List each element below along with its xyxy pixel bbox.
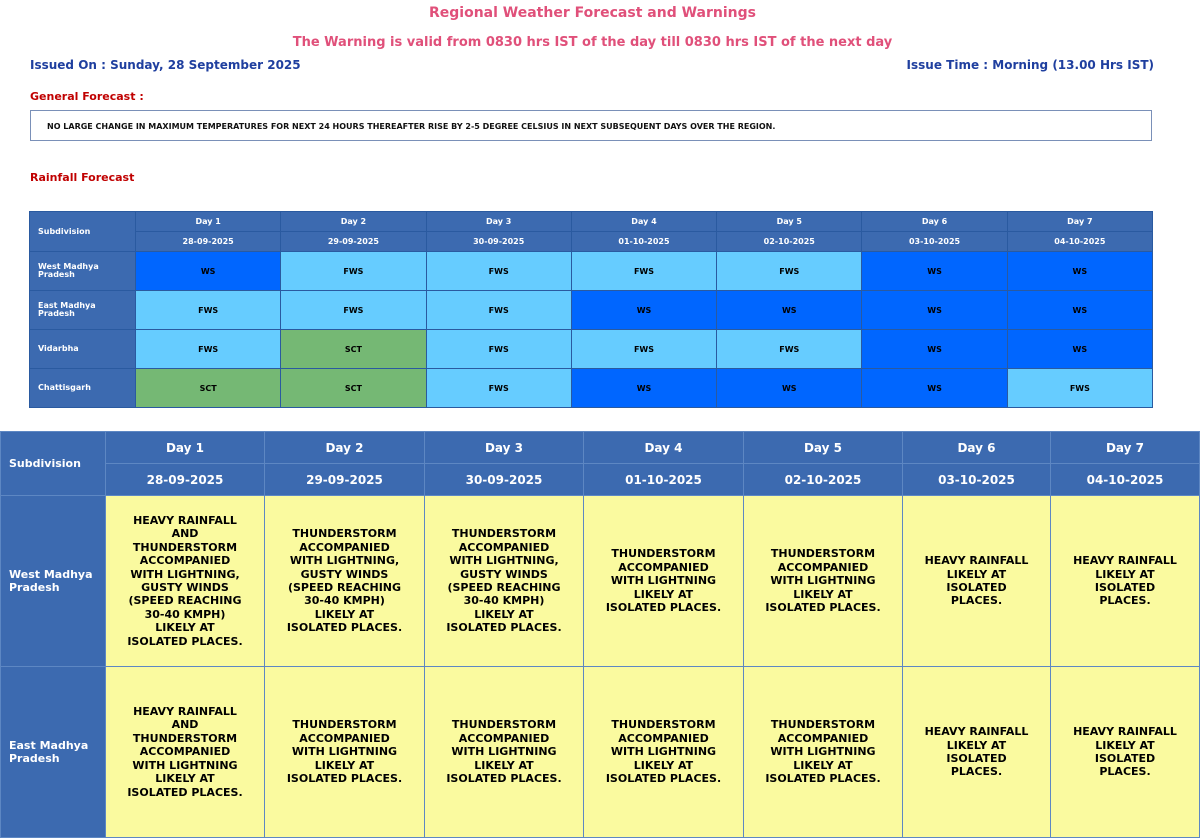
rainfall-cell: FWS	[717, 330, 862, 369]
warning-text-line: WITH LIGHTNING	[610, 745, 717, 759]
warning-text-line: LIKELY AT	[474, 607, 534, 621]
warning-text-line: ISOLATED PLACES.	[605, 601, 722, 615]
warning-text-line: THUNDERSTORM	[132, 731, 238, 745]
rainfall-day-label: Day 4	[571, 212, 716, 232]
warning-text-line: ISOLATED PLACES.	[446, 772, 562, 786]
warning-text-line: LIKELY AT	[793, 587, 853, 601]
warning-subdivision-name: East Madhya Pradesh	[1, 667, 106, 838]
warnings-subdivision-header: Subdivision	[1, 432, 106, 496]
rainfall-row	[30, 252, 1153, 291]
warning-text-line: LIKELY AT	[155, 772, 215, 786]
rainfall-day-date: 04-10-2025	[1007, 232, 1152, 252]
rainfall-row	[30, 330, 1153, 369]
warning-text-line: HEAVY RAINFALL	[924, 725, 1029, 739]
warning-text-line: ISOLATED	[1094, 752, 1156, 765]
warnings-table	[0, 431, 1200, 838]
rainfall-day-label: Day 7	[1007, 212, 1152, 232]
warning-text-line: ISOLATED	[946, 581, 1007, 594]
warning-text-line: GUSTY WINDS	[460, 567, 548, 581]
warning-text-line: ISOLATED	[946, 752, 1007, 765]
warning-text-line: 30-40 KMPH)	[144, 607, 226, 621]
rainfall-cell: WS	[571, 369, 716, 408]
warning-cell	[584, 667, 744, 838]
rainfall-table	[29, 211, 1153, 408]
rainfall-cell: FWS	[426, 252, 571, 291]
warning-text-line: LIKELY AT	[633, 587, 694, 601]
rainfall-forecast-label: Rainfall Forecast	[30, 171, 135, 184]
warning-text-line: GUSTY WINDS	[141, 581, 229, 594]
warning-row	[1, 496, 1200, 667]
warning-text-line: WITH LIGHTNING,	[449, 554, 559, 568]
warning-text-line: THUNDERSTORM	[451, 718, 557, 732]
issued-on: Issued On : Sunday, 28 September 2025	[30, 58, 301, 72]
warning-text-line: LIKELY AT	[155, 621, 215, 635]
warning-text-line: WITH LIGHTNING	[610, 574, 717, 588]
warning-text-line: LIKELY AT	[314, 607, 375, 621]
warning-text-line: ACCOMPANIED	[618, 731, 709, 745]
rainfall-row	[30, 369, 1153, 408]
rainfall-cell: FWS	[571, 330, 716, 369]
warning-text-line: 30-40 KMPH)	[304, 594, 385, 608]
rainfall-cell: FWS	[426, 291, 571, 330]
warning-text-line: ACCOMPANIED	[458, 731, 550, 745]
warning-text-line: THUNDERSTORM	[451, 527, 557, 541]
warnings-day-label: Day 1	[106, 432, 265, 464]
rainfall-cell: SCT	[281, 330, 426, 369]
rainfall-cell: FWS	[426, 330, 571, 369]
rainfall-day-date: 28-09-2025	[136, 232, 281, 252]
warnings-day-date: 01-10-2025	[584, 464, 744, 496]
warning-text-line: HEAVY RAINFALL	[133, 705, 237, 719]
warning-cell	[265, 496, 425, 667]
warning-text-line: WITH LIGHTNING	[132, 758, 238, 772]
warning-text-line: GUSTY WINDS	[300, 567, 389, 581]
warning-text-line: THUNDERSTORM	[770, 547, 876, 561]
warning-text-line: THUNDERSTORM	[292, 718, 397, 732]
warning-cell	[106, 667, 265, 838]
warning-text-line: LIKELY AT	[1095, 738, 1155, 752]
warning-text-line: THUNDERSTORM	[611, 547, 716, 561]
warning-text-line: LIKELY AT	[633, 758, 694, 772]
rainfall-cell: FWS	[136, 291, 281, 330]
warning-text-line: ACCOMPANIED	[299, 731, 390, 745]
rainfall-cell: WS	[136, 252, 281, 291]
rainfall-day-label: Day 2	[281, 212, 426, 232]
rainfall-subdivision-name: West Madhya Pradesh	[30, 252, 136, 291]
warning-text-line: ISOLATED PLACES.	[765, 772, 881, 786]
warning-text-line: AND	[171, 527, 199, 541]
warning-text-line: PLACES.	[1099, 594, 1151, 608]
warning-cell	[584, 496, 744, 667]
rainfall-day-label: Day 3	[426, 212, 571, 232]
rainfall-cell: WS	[717, 291, 862, 330]
warning-text-line: WITH LIGHTNING	[451, 745, 557, 759]
rainfall-cell: SCT	[136, 369, 281, 408]
warning-text-line: HEAVY RAINFALL	[1073, 725, 1177, 739]
warning-cell	[903, 496, 1051, 667]
warning-cell	[425, 496, 584, 667]
warning-text-line: ISOLATED PLACES.	[127, 634, 243, 648]
rainfall-day-date: 30-09-2025	[426, 232, 571, 252]
warning-text-line: ISOLATED PLACES.	[286, 621, 403, 635]
warning-text-line: 30-40 KMPH)	[463, 594, 545, 608]
warnings-day-label: Day 3	[425, 432, 584, 464]
warning-text-line: PLACES.	[950, 765, 1003, 779]
rainfall-cell: WS	[1007, 291, 1152, 330]
warning-text-line: WITH LIGHTNING	[291, 745, 398, 759]
rainfall-cell: WS	[1007, 330, 1152, 369]
rainfall-cell: WS	[862, 252, 1007, 291]
warnings-day-date: 04-10-2025	[1051, 464, 1200, 496]
rainfall-day-date: 02-10-2025	[717, 232, 862, 252]
warning-text-line: ACCOMPANIED	[458, 540, 550, 554]
warning-subdivision-name: West Madhya Pradesh	[1, 496, 106, 667]
warning-cell	[425, 667, 584, 838]
warning-text-line: THUNDERSTORM	[611, 718, 716, 732]
rainfall-cell: WS	[1007, 252, 1152, 291]
rainfall-cell: FWS	[281, 291, 426, 330]
warning-text-line: THUNDERSTORM	[770, 718, 876, 732]
warning-text-line: ACCOMPANIED	[139, 745, 231, 759]
warning-text-line: LIKELY AT	[1095, 567, 1155, 581]
warnings-day-date: 30-09-2025	[425, 464, 584, 496]
warning-text-line: ACCOMPANIED	[299, 540, 390, 554]
warning-text-line: ISOLATED PLACES.	[446, 621, 562, 635]
warnings-day-label: Day 7	[1051, 432, 1200, 464]
rainfall-day-date: 29-09-2025	[281, 232, 426, 252]
warning-text-line: WITH LIGHTNING	[770, 745, 876, 759]
rainfall-cell: FWS	[571, 252, 716, 291]
warning-text-line: LIKELY AT	[793, 758, 853, 772]
warning-cell	[744, 496, 903, 667]
warning-text-line: LIKELY AT	[946, 738, 1007, 752]
warning-text-line: ISOLATED PLACES.	[286, 772, 403, 786]
warning-text-line: THUNDERSTORM	[292, 527, 397, 541]
warning-text-line: WITH LIGHTNING,	[130, 567, 240, 581]
warnings-day-label: Day 4	[584, 432, 744, 464]
warning-text-line: (SPEED REACHING	[287, 581, 402, 594]
warning-text-line: ISOLATED PLACES.	[765, 601, 881, 615]
validity-note: The Warning is valid from 0830 hrs IST of the day till 0830 hrs IST of the next day	[292, 35, 893, 50]
rainfall-cell: WS	[862, 369, 1007, 408]
rainfall-day-date: 03-10-2025	[862, 232, 1007, 252]
warnings-day-date: 28-09-2025	[106, 464, 265, 496]
rainfall-row	[30, 291, 1153, 330]
rainfall-day-date: 01-10-2025	[571, 232, 716, 252]
warning-text-line: LIKELY AT	[474, 758, 534, 772]
general-forecast-text: NO LARGE CHANGE IN MAXIMUM TEMPERATURES FOR NEXT 24 HOURS THEREAFTER RISE BY 2-5 DEGREE CELSIUS IN NEXT SUBSEQUENT DAYS OVER THE REGION.	[47, 122, 776, 131]
warning-text-line: PLACES.	[950, 594, 1003, 608]
warning-text-line: ACCOMPANIED	[777, 731, 869, 745]
warning-text-line: HEAVY RAINFALL	[133, 513, 237, 527]
warning-text-line: LIKELY AT	[946, 567, 1007, 581]
warning-row	[1, 667, 1200, 838]
warnings-day-date: 03-10-2025	[903, 464, 1051, 496]
rainfall-subdivision-header: Subdivision	[30, 212, 136, 252]
warning-text-line: ISOLATED	[1094, 581, 1156, 594]
general-forecast-box	[30, 110, 1152, 141]
warning-cell	[903, 667, 1051, 838]
warnings-day-date: 29-09-2025	[265, 464, 425, 496]
rainfall-cell: WS	[862, 291, 1007, 330]
warnings-day-label: Day 5	[744, 432, 903, 464]
warning-text-line: ACCOMPANIED	[777, 560, 869, 574]
rainfall-cell: FWS	[717, 252, 862, 291]
rainfall-cell: WS	[862, 330, 1007, 369]
warning-text-line: WITH LIGHTNING,	[289, 554, 400, 568]
rainfall-cell: FWS	[426, 369, 571, 408]
rainfall-subdivision-name: East Madhya Pradesh	[30, 291, 136, 330]
warning-text-line: THUNDERSTORM	[132, 540, 238, 554]
warning-text-line: (SPEED REACHING	[128, 594, 242, 608]
warning-text-line: PLACES.	[1099, 765, 1151, 779]
issue-time: Issue Time : Morning (13.00 Hrs IST)	[906, 58, 1154, 72]
warning-cell	[744, 667, 903, 838]
warning-cell	[1051, 496, 1200, 667]
warning-text-line: AND	[171, 718, 199, 732]
warning-cell	[1051, 667, 1200, 838]
page-title: Regional Weather Forecast and Warnings	[429, 5, 756, 21]
rainfall-cell: WS	[717, 369, 862, 408]
rainfall-subdivision-name: Chattisgarh	[30, 369, 136, 408]
warning-text-line: ACCOMPANIED	[618, 560, 709, 574]
general-forecast-label: General Forecast :	[30, 90, 144, 103]
rainfall-day-label: Day 6	[862, 212, 1007, 232]
warning-text-line: HEAVY RAINFALL	[924, 554, 1029, 568]
rainfall-cell: SCT	[281, 369, 426, 408]
warning-text-line: LIKELY AT	[314, 758, 375, 772]
rainfall-day-label: Day 1	[136, 212, 281, 232]
warnings-day-label: Day 2	[265, 432, 425, 464]
rainfall-cell: FWS	[136, 330, 281, 369]
rainfall-subdivision-name: Vidarbha	[30, 330, 136, 369]
warning-text-line: ISOLATED PLACES.	[605, 772, 722, 786]
warning-text-line: HEAVY RAINFALL	[1073, 554, 1177, 568]
warning-text-line: ISOLATED PLACES.	[127, 785, 243, 799]
warnings-day-label: Day 6	[903, 432, 1051, 464]
warning-cell	[265, 667, 425, 838]
rainfall-cell: FWS	[1007, 369, 1152, 408]
warning-cell	[106, 496, 265, 667]
rainfall-day-label: Day 5	[717, 212, 862, 232]
rainfall-cell: WS	[571, 291, 716, 330]
warnings-day-date: 02-10-2025	[744, 464, 903, 496]
warning-text-line: WITH LIGHTNING	[770, 574, 876, 588]
warning-text-line: ACCOMPANIED	[139, 554, 231, 568]
rainfall-cell: FWS	[281, 252, 426, 291]
warning-text-line: (SPEED REACHING	[447, 581, 561, 594]
